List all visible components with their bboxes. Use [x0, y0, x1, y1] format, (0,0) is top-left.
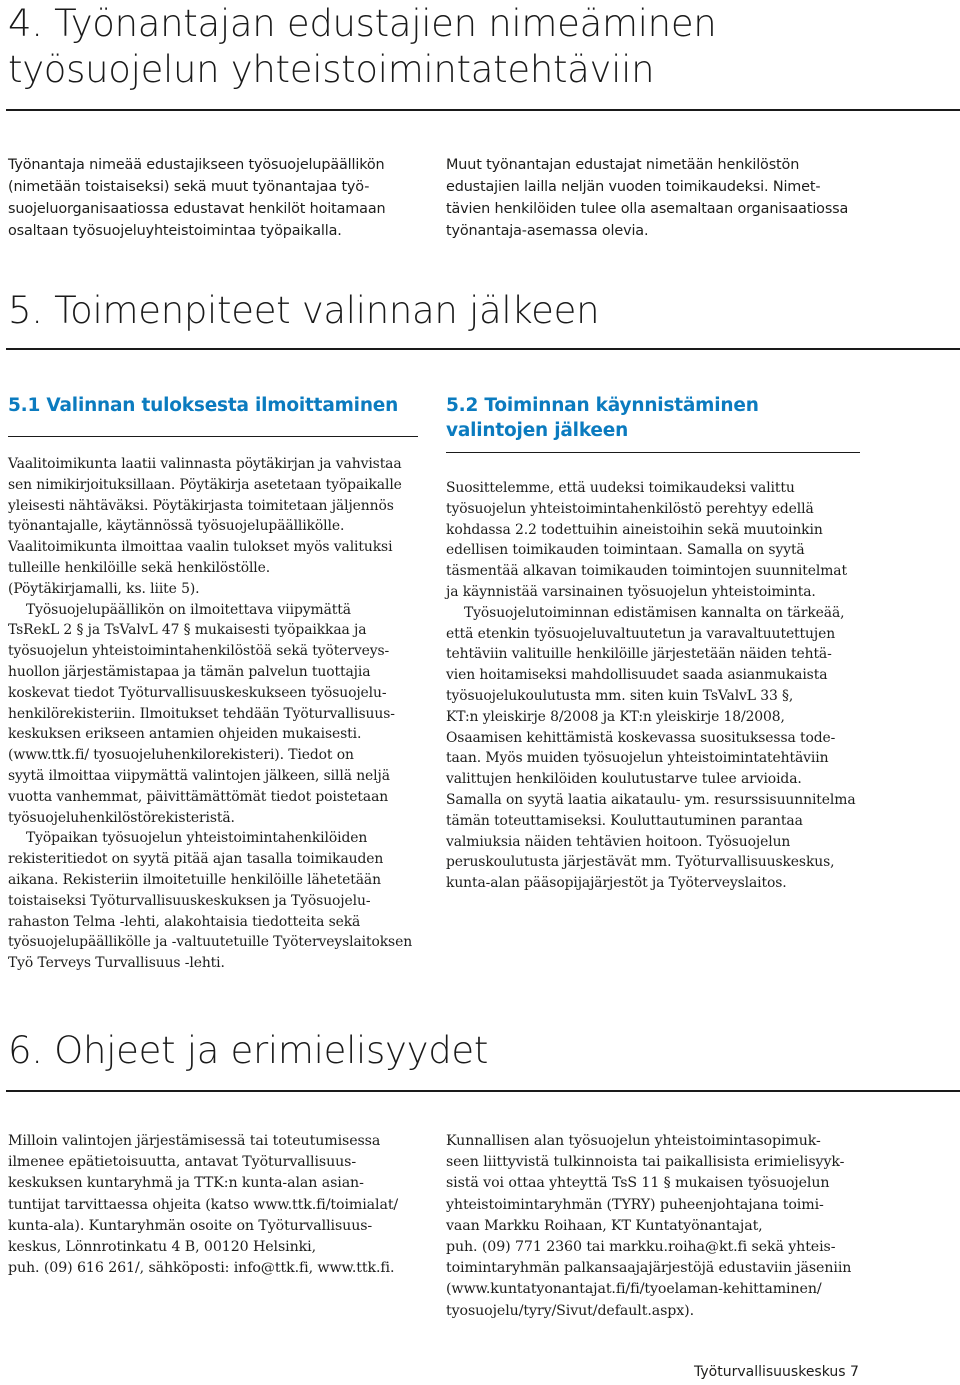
section-6-rule [6, 1090, 960, 1092]
text-line: keskus, Lönnrotinkatu 4 B, 00120 Helsinki, [8, 1239, 316, 1256]
text-line: työsuojelun yhteistoimintahenkilöstö perehtyy edellä [446, 500, 814, 517]
page-number: 7 [850, 1364, 859, 1380]
text-line: Milloin valintojen järjestämisessä tai toteutumisessa [8, 1133, 381, 1149]
text-line: Samalla on syytä laatia aikataulu- ym. resurssisuunnitelma [446, 791, 856, 808]
text-line: peruskoulutusta järjestävät mm. Työturvallisuuskeskus, [446, 854, 835, 871]
section-6-column-2 [446, 1131, 886, 1322]
text-line: tävien henkilöiden tulee olla asemaltaan organisaatiossa [446, 201, 849, 217]
text-line: että etenkin työsuojeluvaltuutetun ja varavaltuutettujen [446, 625, 836, 642]
text-line: taan. Myös muiden työsuojelun yhteistoimintatehtäviin [446, 750, 829, 767]
text-line: tyosuojelu/tyry/Sivut/default.aspx). [446, 1302, 694, 1319]
text-line: vaan Markku Roihaan, KT Kuntatyönantajat, [446, 1217, 763, 1234]
text-line: tuntijat tarvittaessa ohjeita (katso www.ttk.fi/toimialat/ [8, 1196, 399, 1213]
text-line: Työsuojelupäällikön on ilmoitettava viipymättä [26, 601, 351, 618]
text-line: Kunnallisen alan työsuojelun yhteistoimintasopimuk- [446, 1133, 821, 1149]
text-line: Työ Terveys Turvallisuus -lehti. [8, 955, 225, 972]
text-line: sistä voi ottaa yhteyttä TsS 11 § mukaisen työsuojelun [446, 1175, 830, 1192]
text-line: rekisteritiedot on syytä pitää ajan tasalla toimikauden [8, 851, 384, 868]
section-5-2-heading [446, 393, 866, 443]
section-6-heading: 6. Ohjeet ja erimielisyydet [8, 1029, 489, 1072]
text-line: vien hoitamiseksi mahdollisuudet saada asianmukaista [446, 667, 828, 684]
text-line: edellisen toimikauden toimintaan. Samalla on syytä [446, 542, 805, 559]
text-line: TsRekL 2 § ja TsValvL 47 § mukaisesti työpaikkaa ja [8, 622, 367, 639]
section-5-2-heading-line-1: 5.2 Toiminnan käynnistäminen [446, 395, 759, 416]
section-4-column-2 [446, 154, 886, 242]
text-line: Suosittelemme, että uudeksi toimikaudeksi valittu [446, 480, 795, 496]
text-line: puh. (09) 616 261/, sähköposti: info@ttk.fi, www.ttk.fi. [8, 1260, 395, 1277]
text-line: kunta-ala). Kuntaryhmän osoite on Työturvallisuus- [8, 1217, 373, 1234]
text-line: (Pöytäkirjamalli, ks. liite 5). [8, 580, 200, 597]
section-5-2-body [446, 478, 876, 894]
text-line: valmiuksia näiden tehtävien hoitoon. Työsuojelun [446, 833, 791, 850]
text-line: täsmentää alkavan toimikauden toimintojen suunnitelmat [446, 563, 847, 580]
text-line: vuotta vanhemmat, päivittämättömät tiedot poistetaan [8, 788, 389, 805]
text-line: yleisesti nähtäväksi. Pöytäkirjasta toimitetaan jäljennös [8, 497, 394, 514]
text-line: tehtäviin valituille henkilöille järjestetään näiden tehtä- [446, 646, 832, 663]
text-line: (www.kuntatyonantajat.fi/fi/tyoelaman-kehittaminen/ [446, 1281, 822, 1298]
text-line: työsuojelupäällikölle ja -valtuutetuille Työterveyslaitoksen [8, 934, 413, 951]
text-line: (www.ttk.fi/ tyosuojeluhenkilorekisteri). Tiedot on [8, 747, 354, 764]
text-line: tämän toteuttamiseksi. Kouluttautuminen parantaa [446, 812, 803, 829]
text-line: valittujen henkilöiden koulutustarve tulee arvioida. [446, 771, 802, 788]
section-5-1-heading: 5.1 Valinnan tuloksesta ilmoittaminen [8, 395, 399, 416]
text-line: suojeluorganisaatiossa edustavat henkilöt hoitamaan [8, 201, 386, 217]
section-5-1-rule [8, 436, 418, 437]
section-4-heading-line-1: 4. Työnantajan edustajien nimeäminen [8, 2, 717, 45]
text-line: toimintaryhmän palkansaajajärjestöjä edustaviin jäseniin [446, 1260, 852, 1277]
text-line: keskuksen kuntaryhmä ja TTK:n kunta-alan asian- [8, 1175, 364, 1192]
text-line: Vaalitoimikunta ilmoittaa vaalin tulokset myös valituksi [8, 539, 393, 556]
text-line: kohdassa 2.2 todettuihin aineistoihin sekä muutoinkin [446, 521, 823, 538]
section-5-1-body [8, 454, 428, 974]
text-line: rahaston Telma -lehti, alakohtaisia tiedotteita sekä [8, 913, 361, 930]
text-line: Vaalitoimikunta laatii valinnasta pöytäkirjan ja vahvistaa [8, 456, 402, 472]
text-line: Työsuojelutoiminnan edistämisen kannalta on tärkeää, [464, 604, 845, 621]
text-line: työnantajalle, käytännössä työsuojelupäällikölle. [8, 518, 345, 535]
text-line: osaltaan työsuojeluyhteistoimintaa työpaikalla. [8, 223, 342, 239]
text-line: ilmenee epätietoisuutta, antavat Työturvallisuus- [8, 1154, 357, 1171]
text-line: työsuojelun yhteistoimintahenkilöstöä sekä työterveys- [8, 643, 390, 660]
section-5-heading: 5. Toimenpiteet valinnan jälkeen [8, 289, 600, 332]
text-line: keskuksen erikseen antamien ohjeiden mukaisesti. [8, 726, 362, 743]
section-4-heading-line-2: työsuojelun yhteistoimintatehtäviin [8, 48, 655, 91]
text-line: huollon järjestämistapaa ja tämän palvelun tuottajia [8, 663, 371, 680]
text-line: seen liittyvistä tulkinnoista tai paikallisista erimielisyyk- [446, 1154, 845, 1171]
text-line: henkilörekisteriin. Ilmoitukset tehdään Työturvallisuus- [8, 705, 395, 722]
text-line: aikana. Rekisteriin ilmoitetuille henkilöille lähetetään [8, 871, 381, 888]
text-line: edustajien lailla neljän vuoden toimikaudeksi. Nimet- [446, 179, 821, 195]
text-line: ja käynnistää varsinainen työsuojelun yhteistoiminta. [446, 583, 816, 600]
section-5-2-heading-line-2: valintojen jälkeen [446, 420, 629, 441]
text-line: yhteistoimintaryhmän (TYRY) puheenjohtajana toimi- [446, 1196, 824, 1213]
text-line: Työpaikan työsuojelun yhteistoimintahenkilöiden [26, 830, 368, 847]
text-line: KT:n yleiskirje 8/2008 ja KT:n yleiskirje 18/2008, [446, 708, 785, 725]
text-line: toistaiseksi Työturvallisuuskeskuksen ja Työsuojelu- [8, 892, 371, 909]
text-line: syytä ilmoittaa viipymättä valintojen jälkeen, sillä neljä [8, 767, 390, 784]
footer-publisher: Työturvallisuuskeskus [694, 1364, 846, 1380]
text-line: kunta-alan pääsopijajärjestöt ja Työterveyslaitos. [446, 875, 787, 892]
text-line: työsuojeluhenkilöstörekisteristä. [8, 809, 235, 826]
section-5-rule [6, 348, 960, 350]
text-line: työsuojelukoulutusta mm. siten kuin TsValvL 33 §, [446, 687, 794, 704]
text-line: koskevat tiedot Työturvallisuuskeskukseen työsuojelu- [8, 684, 387, 701]
section-6-column-1 [8, 1131, 438, 1279]
section-5-2-rule [446, 452, 860, 453]
section-4-rule [6, 109, 960, 111]
text-line: Työnantaja nimeää edustajikseen työsuojelupäällikön [8, 157, 385, 173]
text-line: sen nimikirjoituksillaan. Pöytäkirja asetetaan työpaikalle [8, 476, 402, 493]
text-line: työnantaja-asemassa olevia. [446, 223, 649, 239]
text-line: Muut työnantajan edustajat nimetään henkilöstön [446, 157, 800, 173]
text-line: tulleille henkilöille sekä henkilöstölle. [8, 559, 271, 576]
text-line: Osaamisen kehittämistä koskevassa suosituksessa tode- [446, 729, 836, 746]
text-line: puh. (09) 771 2360 tai markku.roiha@kt.fi sekä yhteis- [446, 1239, 836, 1256]
text-line: (nimetään toistaiseksi) sekä muut työnantajaa työ- [8, 179, 370, 195]
section-4-column-1 [8, 154, 428, 242]
